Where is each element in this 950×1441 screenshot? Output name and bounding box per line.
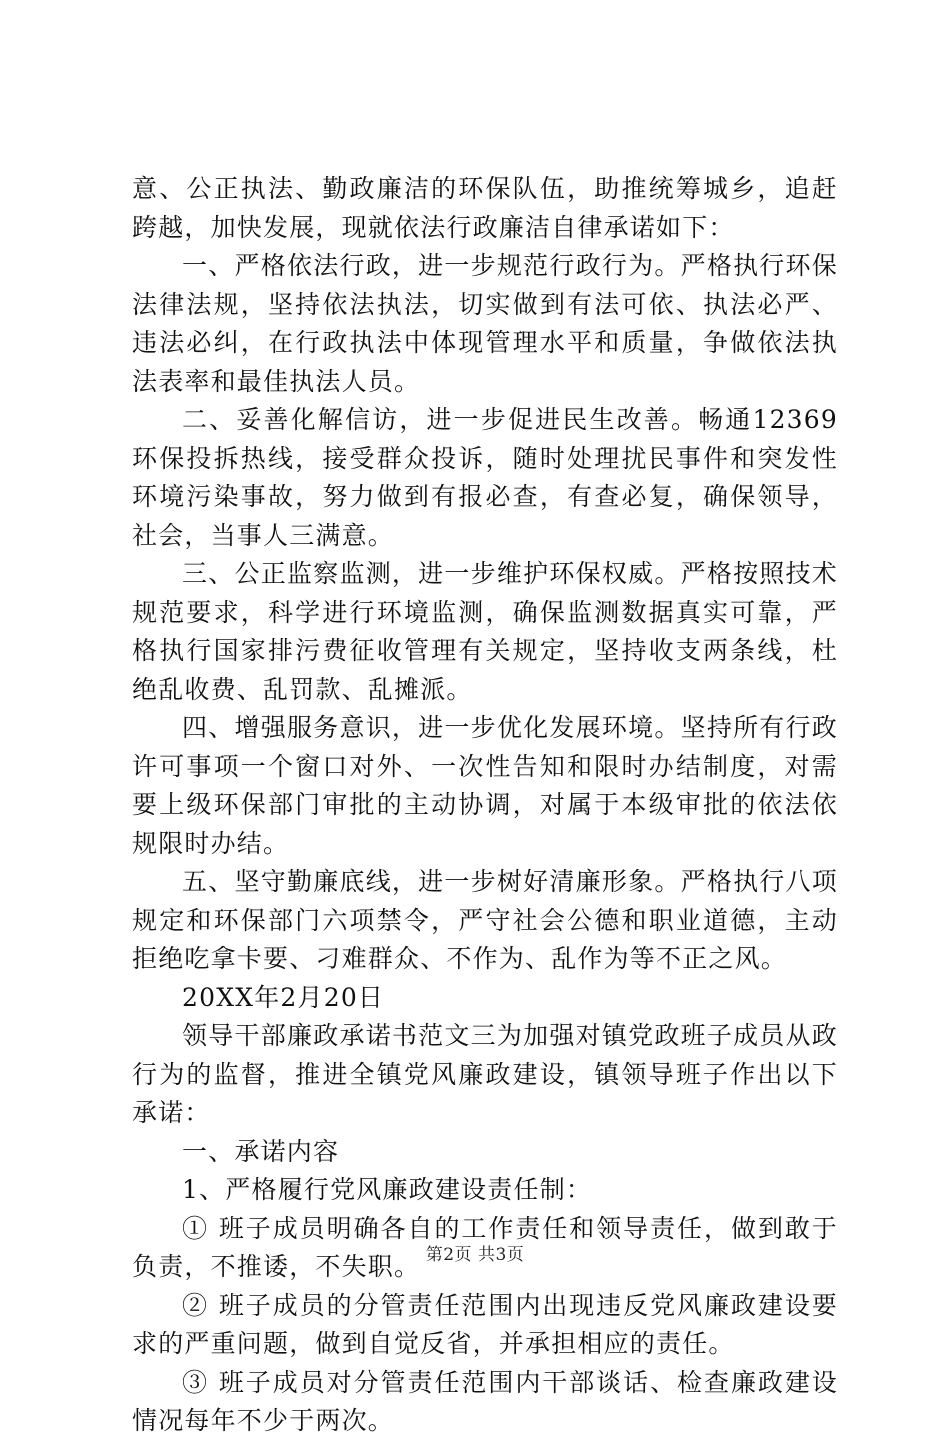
paragraph-item-1: 1、严格履行党风廉政建设责任制：: [182, 1175, 593, 1204]
paragraph-commitment-5: 五、坚守勤廉底线，进一步树好清廉形象。严格执行八项规定和环保部门六项禁令，严守社会公德和职业道德，主动拒绝吃拿卡要、刁难群众、不作为、乱作为等不正之风。: [132, 867, 838, 973]
paragraph-commitment-4: 四、增强服务意识，进一步优化发展环境。坚持所有行政许可事项一个窗口对外、一次性告知和限时办结制度，对需要上级环保部门审批的主动协调，对属于本级审批的依法依规限时办结。: [132, 713, 838, 858]
paragraph-commitment-2: 二、妥善化解信访，进一步促进民生改善。畅通12369环保投拆热线，接受群众投诉，随时处理扰民事件和突发性环境污染事故，努力做到有报必查，有查必复，确保领导，社会，当事人三满意。: [132, 405, 838, 550]
page-number-footer: 第2页 共3页: [425, 1245, 525, 1265]
paragraph-subitem-3: ③ 班子成员对分管责任范围内干部谈话、检查廉政建设情况每年不少于两次。: [132, 1367, 838, 1435]
section-heading-commitment-content: 一、承诺内容: [182, 1136, 340, 1166]
paragraph-commitment-1: 一、严格依法行政，进一步规范行政行为。严格执行环保法律法规，坚持依法执法，切实做到有法可依、执法必严、违法必纠，在行政执法中体现管理水平和质量，争做依法执法表率和最佳执法人员。: [132, 251, 838, 396]
paragraph-commitment-3: 三、公正监察监测，进一步维护环保权威。严格按照技术规范要求，科学进行环境监测，确保监测数据真实可靠，严格执行国家排污费征收管理有关规定，坚持收支两条线，杜绝乱收费、乱罚款、乱摊派。: [132, 559, 838, 704]
paragraph-intro-continued: 意、公正执法、勤政廉洁的环保队伍，助推统筹城乡，追赶跨越，加快发展，现就依法行政廉洁自律承诺如下：: [132, 174, 838, 242]
paragraph-subitem-2: ② 班子成员的分管责任范围内出现违反党风廉政建设要求的严重问题，做到自觉反省，并承担相应的责任。: [132, 1290, 838, 1358]
paragraph-date: 20XX年2月20日: [182, 982, 385, 1012]
paragraph-subitem-1: ① 班子成员明确各自的工作责任和领导责任，做到敢于负责，不推诿，不失职。: [132, 1213, 838, 1281]
paragraph-sample-three-intro: 领导干部廉政承诺书范文三为加强对镇党政班子成员从政行为的监督，推进全镇党风廉政建设，镇领导班子作出以下承诺：: [132, 1021, 838, 1127]
